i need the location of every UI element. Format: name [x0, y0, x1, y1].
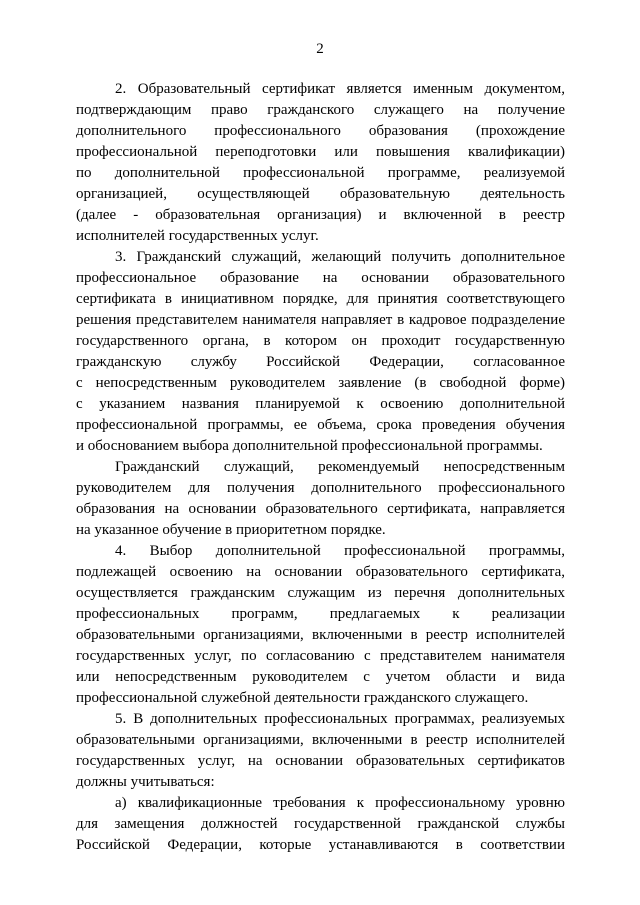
text-line: профессиональное образование на основании образовательного	[76, 270, 565, 286]
text-line: Гражданский служащий, рекомендуемый непосредственным	[115, 459, 565, 475]
text-line: 3. Гражданский служащий, желающий получить дополнительное	[115, 249, 565, 265]
text-line: образовательными организациями, включенными в реестр исполнителей	[76, 732, 565, 748]
text-line: и обоснованием выбора дополнительной профессиональной программы.	[76, 438, 543, 454]
text-line: на указанное обучение в приоритетном порядке.	[76, 522, 386, 538]
text-line: подтверждающим право гражданского служащего на получение	[76, 102, 565, 118]
text-line: должны учитываться:	[76, 774, 215, 790]
text-line: (далее - образовательная организация) и включенной в реестр	[76, 207, 565, 223]
text-line: профессиональной переподготовки или повышения квалификации)	[76, 144, 565, 160]
text-line: образовательными организациями, включенными в реестр исполнителей	[76, 627, 565, 643]
text-line: профессиональной служебной деятельности гражданского служащего.	[76, 690, 529, 706]
text-line: гражданскую службу Российской Федерации, согласованное	[76, 354, 565, 370]
text-line: организацией, осуществляющей образовательную деятельность	[76, 186, 565, 202]
text-line: 5. В дополнительных профессиональных программах, реализуемых	[115, 711, 565, 727]
text-line: с указанием названия планируемой к освоению дополнительной	[76, 396, 565, 412]
text-line: осуществляется гражданским служащим из перечня дополнительных	[76, 585, 565, 601]
text-line: профессиональной программы, ее объема, срока проведения обучения	[76, 417, 565, 433]
text-line: профессиональных программ, предлагаемых к реализации	[76, 606, 565, 622]
text-line: подлежащей освоению на основании образовательного сертификата,	[76, 564, 565, 580]
text-line: государственного органа, в котором он проходит государственную	[76, 333, 565, 349]
text-line: решения представителем нанимателя направляет в кадровое подразделение	[76, 312, 565, 328]
text-line: сертификата в инициативном порядке, для принятия соответствующего	[76, 291, 565, 307]
text-line: исполнителей государственных услуг.	[76, 228, 319, 244]
text-line: по дополнительной профессиональной программе, реализуемой	[76, 165, 565, 181]
text-line: дополнительного профессионального образования (прохождение	[76, 123, 565, 139]
text-line: руководителем для получения дополнительного профессионального	[76, 480, 565, 496]
text-line: государственных услуг, на основании образовательных сертификатов	[76, 753, 565, 769]
text-line: а) квалификационные требования к профессиональному уровню	[115, 795, 565, 811]
text-line: 4. Выбор дополнительной профессиональной программы,	[115, 543, 565, 559]
text-line: для замещения должностей государственной гражданской службы	[76, 816, 565, 832]
text-line: или непосредственным руководителем с учетом области и вида	[76, 669, 565, 685]
text-line: 2. Образовательный сертификат является именным документом,	[115, 81, 565, 97]
page-number: 2	[316, 41, 324, 57]
text-line: Российской Федерации, которые устанавливаются в соответствии	[76, 837, 565, 853]
text-line: государственных услуг, по согласованию с представителем нанимателя	[76, 648, 565, 664]
text-line: с непосредственным руководителем заявление (в свободной форме)	[76, 375, 565, 391]
text-line: образования на основании образовательного сертификата, направляется	[76, 501, 565, 517]
